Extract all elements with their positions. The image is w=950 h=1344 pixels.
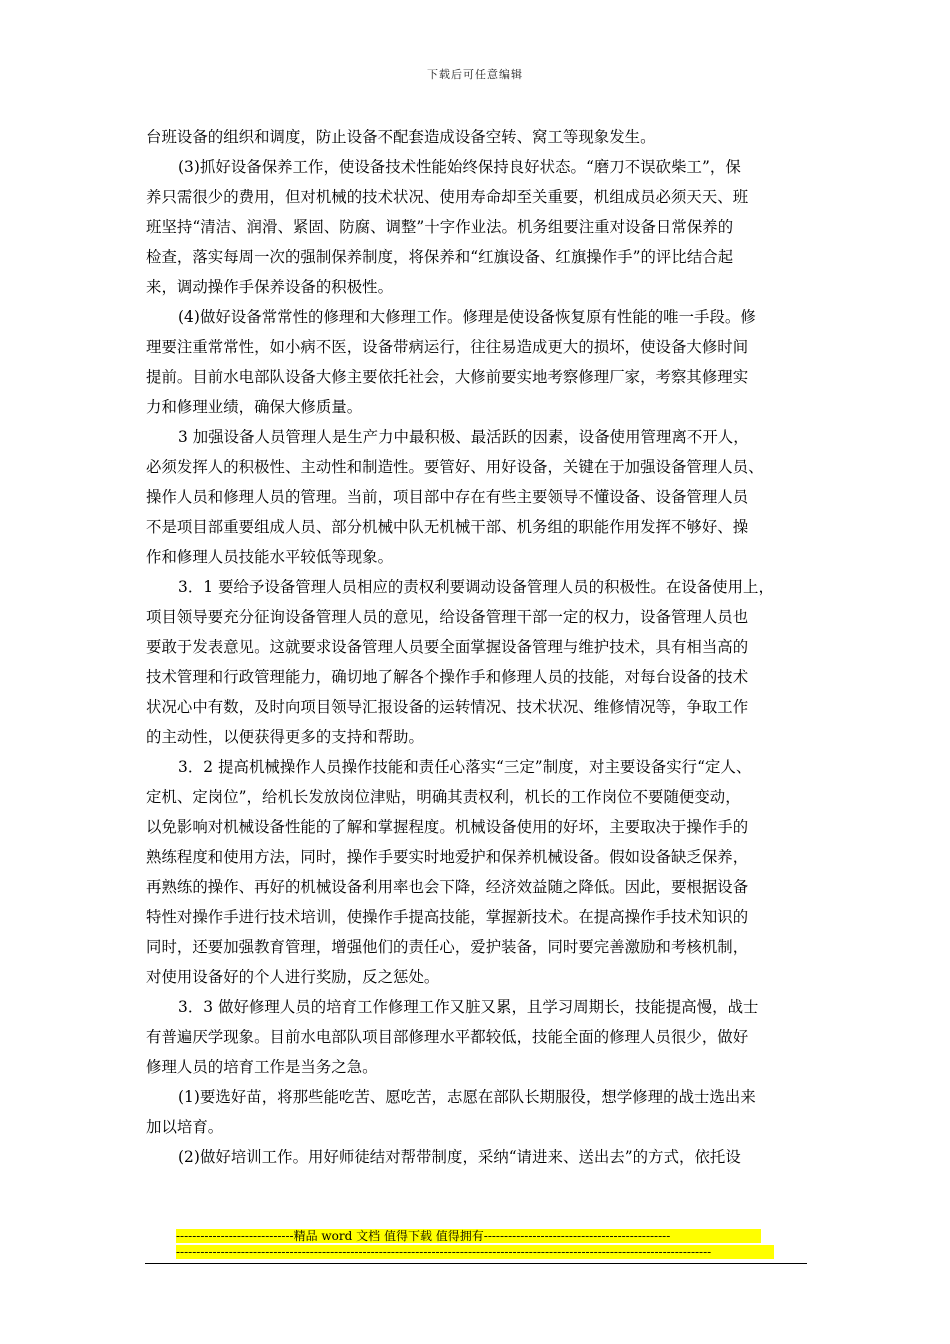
paragraph-line: 提前。目前水电部队设备大修主要依托社会，大修前要实地考察修理厂家，考察其修理实 xyxy=(146,368,749,386)
body-text xyxy=(146,122,806,1172)
paragraph-line: 力和修理业绩，确保大修质量。 xyxy=(146,398,363,416)
footer-banner-dashes: ------------------------------------------------------------------------------------------------------------------------------------ xyxy=(176,1245,774,1259)
paragraph-line: 操作人员和修理人员的管理。当前，项目部中存在有些主要领导不懂设备、设备管理人员 xyxy=(146,488,749,506)
paragraph-line: 再熟练的操作、再好的机械设备利用率也会下降，经济效益随之降低。因此，要根据设备 xyxy=(146,878,749,896)
paragraph-line: (2)做好培训工作。用好师徒结对帮带制度，采纳“请进来、送出去”的方式，依托设 xyxy=(178,1148,741,1166)
paragraph-line: 特性对操作手进行技术培训，使操作手提高技能，掌握新技术。在提高操作手技术知识的 xyxy=(146,908,749,926)
paragraph-line: 的主动性，以便获得更多的支持和帮助。 xyxy=(146,728,424,746)
paragraph-line: 技术管理和行政管理能力，确切地了解各个操作手和修理人员的技能，对每台设备的技术 xyxy=(146,668,749,686)
paragraph-line: 熟练程度和使用方法，同时，操作手要实时地爱护和保养机械设备。假如设备缺乏保养， xyxy=(146,848,749,866)
paragraph-line: 修理人员的培育工作是当务之急。 xyxy=(146,1058,378,1076)
paragraph-line: 状况心中有数，及时向项目领导汇报设备的运转情况、技术状况、维修情况等，争取工作 xyxy=(146,698,749,716)
paragraph-line: 检查，落实每周一次的强制保养制度，将保养和“红旗设备、红旗操作手”的评比结合起 xyxy=(146,248,734,266)
paragraph-line: 要敢于发表意见。这就要求设备管理人员要全面掌握设备管理与维护技术，具有相当高的 xyxy=(146,638,749,656)
header-note: 下载后可任意编辑 xyxy=(427,68,523,81)
paragraph-line: 班坚持“清洁、润滑、紧固、防腐、调整”十字作业法。机务组要注重对设备日常保养的 xyxy=(146,218,734,236)
paragraph-line: 定机、定岗位”，给机长发放岗位津贴，明确其责权利，机长的工作岗位不要随便变动， xyxy=(146,788,741,806)
paragraph-line: (4)做好设备常常性的修理和大修理工作。修理是使设备恢复原有性能的唯一手段。修 xyxy=(178,308,756,326)
paragraph-line: 项目领导要充分征询设备管理人员的意见，给设备管理干部一定的权力，设备管理人员也 xyxy=(146,608,749,626)
paragraph-line: 加以培育。 xyxy=(146,1118,224,1136)
paragraph-line: 养只需很少的费用，但对机械的技术状况、使用寿命却至关重要，机组成员必须天天、班 xyxy=(146,188,749,206)
paragraph-line: 同时，还要加强教育管理，增强他们的责任心，爱护装备，同时要完善激励和考核机制， xyxy=(146,938,749,956)
paragraph-line: 理要注重常常性，如小病不医，设备带病运行，往往易造成更大的损坏，使设备大修时间 xyxy=(146,338,749,356)
paragraph-line: 3．1 要给予设备管理人员相应的责权利要调动设备管理人员的积极性。在设备使用上， xyxy=(178,578,774,596)
footer-banner: -----------------------------精品 word 文档 值得下载 值得拥有---------------------------------------------- xyxy=(176,1229,761,1243)
paragraph-line: 台班设备的组织和调度，防止设备不配套造成设备空转、窝工等现象发生。 xyxy=(146,128,656,146)
paragraph-line: 作和修理人员技能水平较低等现象。 xyxy=(146,548,394,566)
paragraph-line: 以免影响对机械设备性能的了解和掌握程度。机械设备使用的好坏，主要取决于操作手的 xyxy=(146,818,749,836)
paragraph-line: 必须发挥人的积极性、主动性和制造性。要管好、用好设备，关键在于加强设备管理人员、 xyxy=(146,458,764,476)
paragraph-line: 3 加强设备人员管理人是生产力中最积极、最活跃的因素，设备使用管理离不开人， xyxy=(178,428,749,446)
paragraph-line: 3．2 提高机械操作人员操作技能和责任心落实“三定”制度，对主要设备实行“定人、 xyxy=(178,758,752,776)
paragraph-line: 来，调动操作手保养设备的积极性。 xyxy=(146,278,394,296)
paragraph-line: 不是项目部重要组成人员、部分机械中队无机械干部、机务组的职能作用发挥不够好、操 xyxy=(146,518,749,536)
paragraph-line: 3．3 做好修理人员的培育工作修理工作又脏又累，且学习周期长，技能提高慢，战士 xyxy=(178,998,759,1016)
paragraph-line: 有普遍厌学现象。目前水电部队项目部修理水平都较低，技能全面的修理人员很少，做好 xyxy=(146,1028,749,1046)
paragraph-line: (3)抓好设备保养工作，使设备技术性能始终保持良好状态。“磨刀不误砍柴工”，保 xyxy=(178,158,741,176)
paragraph-line: 对使用设备好的个人进行奖励，反之惩处。 xyxy=(146,968,440,986)
paragraph-line: (1)要选好苗，将那些能吃苦、愿吃苦，志愿在部队长期服役，想学修理的战士选出来 xyxy=(178,1088,756,1106)
footer-divider xyxy=(145,1263,807,1264)
